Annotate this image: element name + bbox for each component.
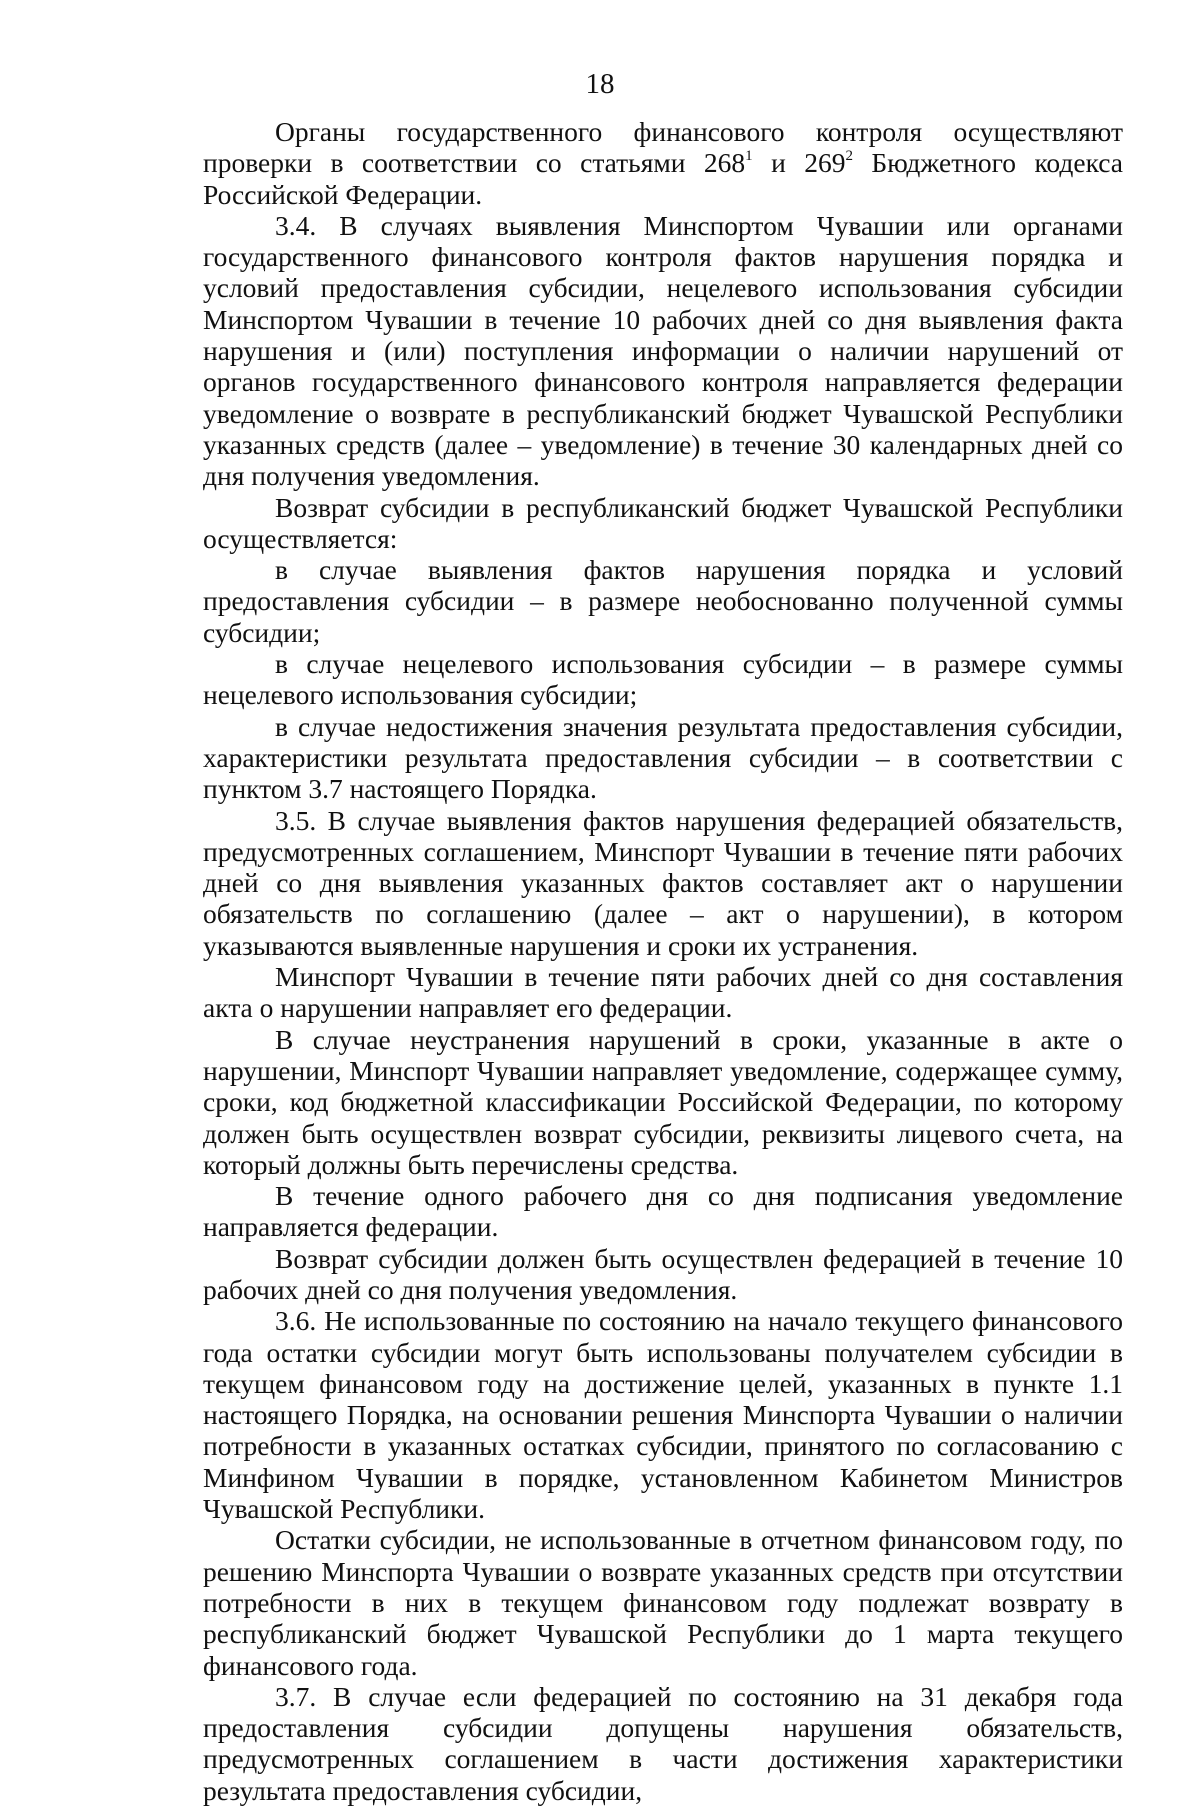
superscript-1: 1 (745, 148, 753, 165)
document-body (203, 116, 1123, 1806)
paragraph-text: Бюджетного кодекса Российской Федерации. (203, 147, 1123, 210)
page-number: 18 (585, 68, 615, 100)
paragraph-refund-case-3: в случае недостижения значения результата предоставления субсидии, характеристики результата предоставления субсидии – в соответствии с пунктом 3.7 настоящего Порядка. (203, 710, 1123, 805)
paragraph-refund: Возврат субсидии в республиканский бюджет Чувашской Республики осуществляется: (203, 491, 1123, 554)
paragraph-text: Органы государственного финансового контроля осуществляют проверки в соответствии со статьями 268 (203, 116, 1123, 179)
superscript-2: 2 (845, 148, 853, 165)
paragraph-3-6: 3.6. Не использованные по состоянию на начало текущего финансового года остатки субсидии могут быть использованы получателем субсидии в текущем финансовом году на достижение целей, указанных в пункте 1.1 настоящего Порядка, на основании решения Минспорта Чувашии о наличии потребности в указанных остатках субсидии, принятого по согласованию с Минфином Чувашии в порядке, установленном Кабинетом Министров Чувашской Республики. (203, 1305, 1123, 1525)
paragraph-text: и 269 (752, 147, 846, 179)
paragraph-notice-sending: В течение одного рабочего дня со дня подписания уведомление направляется федерации. (203, 1180, 1123, 1243)
paragraph-refund-case-1: в случае выявления фактов нарушения порядка и условий предоставления субсидии – в размере необоснованно полученной суммы субсидии; (203, 554, 1123, 648)
paragraph-remainders: Остатки субсидии, не использованные в отчетном финансовом году, по решению Минспорта Чувашии о возврате указанных средств при отсутствии потребности в них в текущем финансовом году подлежат возврату в республиканский бюджет Чувашской Республики до 1 марта текущего финансового года. (203, 1524, 1123, 1681)
paragraph-3-4: 3.4. В случаях выявления Минспортом Чувашии или органами государственного финансового контроля фактов нарушения порядка и условий предоставления субсидии, нецелевого использования субсидии Минспортом Чувашии в течение 10 рабочих дней со дня выявления факта нарушения и (или) поступления информации о наличии нарушений от органов государственного финансового контроля направляется федерации уведомление о возврате в республиканский бюджет Чувашской Республики указанных средств (далее – уведомление) в течение 30 календарных дней со дня получения уведомления. (203, 209, 1123, 492)
paragraph-3-5: 3.5. В случае выявления фактов нарушения федерацией обязательств, предусмотренных соглашением, Минспорт Чувашии в течение пяти рабочих дней со дня выявления указанных фактов составляет акт о нарушении обязательств по соглашению (далее – акт о нарушении), в котором указываются выявленные нарушения и сроки их устранения. (203, 804, 1123, 961)
paragraph-refund-case-2: в случае нецелевого использования субсидии – в размере суммы нецелевого использования субсидии; (203, 648, 1123, 711)
paragraph-financial-control (203, 116, 1123, 210)
paragraph-act-sending: Минспорт Чувашии в течение пяти рабочих дней со дня составления акта о нарушении направляет его федерации. (203, 961, 1123, 1024)
paragraph-non-elimination: В случае неустранения нарушений в сроки, указанные в акте о нарушении, Минспорт Чувашии направляет уведомление, содержащее сумму, сроки, код бюджетной классификации Российской Федерации, по которому должен быть осуществлен возврат субсидии, реквизиты лицевого счета, на который должны быть перечислены средства. (203, 1023, 1123, 1180)
paragraph-refund-term: Возврат субсидии должен быть осуществлен федерацией в течение 10 рабочих дней со дня получения уведомления. (203, 1242, 1123, 1305)
paragraph-3-7: 3.7. В случае если федерацией по состоянию на 31 декабря года предоставления субсидии допущены нарушения обязательств, предусмотренных соглашением в части достижения характеристики результата предоставления субсидии, (203, 1680, 1123, 1806)
